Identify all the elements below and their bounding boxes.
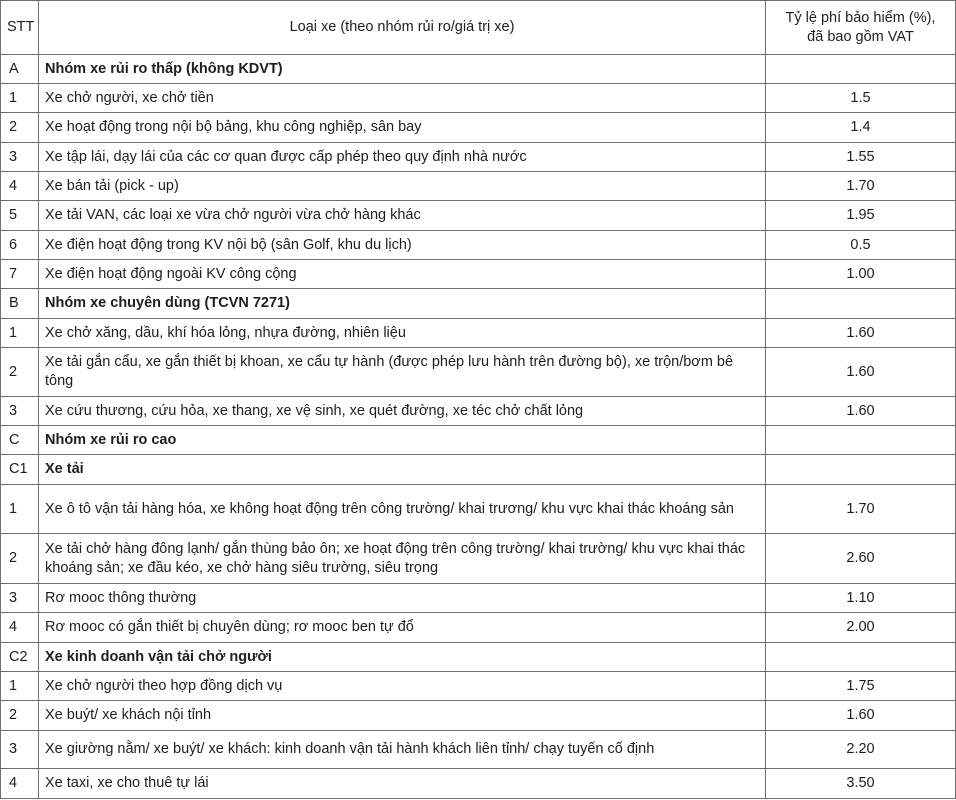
row-vehicle-type: Xe taxi, xe cho thuê tự lái — [39, 769, 766, 799]
table-row — [1, 172, 956, 201]
row-premium-rate: 1.60 — [766, 701, 956, 731]
row-vehicle-type: Xe chở xăng, dầu, khí hóa lỏng, nhựa đường, nhiên liệu — [39, 319, 766, 348]
table-row — [1, 84, 956, 113]
table-row — [1, 613, 956, 643]
row-premium-rate: 1.00 — [766, 260, 956, 289]
row-vehicle-type: Xe tải — [39, 455, 766, 485]
row-stt: 6 — [1, 231, 39, 260]
row-stt: B — [1, 289, 39, 319]
row-stt: 1 — [1, 672, 39, 701]
table-row — [1, 348, 956, 397]
row-stt: 2 — [1, 701, 39, 731]
row-vehicle-type: Xe bán tải (pick - up) — [39, 172, 766, 201]
row-stt: 3 — [1, 143, 39, 172]
table-row — [1, 485, 956, 534]
row-premium-rate — [766, 426, 956, 455]
row-premium-rate: 2.60 — [766, 534, 956, 584]
row-vehicle-type: Rơ mooc thông thường — [39, 584, 766, 613]
row-vehicle-type: Xe buýt/ xe khách nội tỉnh — [39, 701, 766, 731]
group-row — [1, 455, 956, 485]
row-vehicle-type: Xe chở người, xe chở tiền — [39, 84, 766, 113]
row-premium-rate: 1.55 — [766, 143, 956, 172]
row-stt: C — [1, 426, 39, 455]
header-stt: STT — [1, 1, 39, 55]
header-premium-rate: Tỷ lệ phí bảo hiểm (%), đã bao gồm VAT — [766, 1, 956, 55]
row-stt: 4 — [1, 613, 39, 643]
row-premium-rate: 0.5 — [766, 231, 956, 260]
row-vehicle-type: Xe điện hoạt động trong KV nội bộ (sân Golf, khu du lịch) — [39, 231, 766, 260]
table-row — [1, 260, 956, 289]
table-body — [1, 55, 956, 799]
row-stt: 2 — [1, 534, 39, 584]
row-stt: 2 — [1, 113, 39, 143]
row-premium-rate: 2.00 — [766, 613, 956, 643]
row-vehicle-type: Nhóm xe chuyên dùng (TCVN 7271) — [39, 289, 766, 319]
table-row — [1, 397, 956, 426]
table-row — [1, 731, 956, 769]
table-row — [1, 113, 956, 143]
row-vehicle-type: Xe ô tô vận tải hàng hóa, xe không hoạt động trên công trường/ khai trương/ khu vực khai thác khoáng sản — [39, 485, 766, 534]
row-premium-rate: 2.20 — [766, 731, 956, 769]
row-vehicle-type: Xe tải chở hàng đông lạnh/ gắn thùng bảo ôn; xe hoạt động trên công trường/ khai trường/ khu vực khai thác khoáng sản; xe đầu kéo, xe chở hàng siêu trường, siêu trọng — [39, 534, 766, 584]
group-row — [1, 55, 956, 84]
row-premium-rate: 1.70 — [766, 172, 956, 201]
row-premium-rate: 1.60 — [766, 348, 956, 397]
row-vehicle-type: Xe hoạt động trong nội bộ bảng, khu công nghiệp, sân bay — [39, 113, 766, 143]
row-vehicle-type: Xe giường nằm/ xe buýt/ xe khách: kinh doanh vận tải hành khách liên tỉnh/ chạy tuyến cố định — [39, 731, 766, 769]
row-stt: 1 — [1, 84, 39, 113]
row-premium-rate: 1.10 — [766, 584, 956, 613]
table-row — [1, 701, 956, 731]
header-vehicle-type: Loại xe (theo nhóm rủi ro/giá trị xe) — [39, 1, 766, 55]
row-stt: C2 — [1, 643, 39, 672]
row-premium-rate: 3.50 — [766, 769, 956, 799]
row-premium-rate: 1.60 — [766, 397, 956, 426]
row-stt: 7 — [1, 260, 39, 289]
group-row — [1, 426, 956, 455]
row-vehicle-type: Xe chở người theo hợp đồng dịch vụ — [39, 672, 766, 701]
row-stt: 3 — [1, 397, 39, 426]
row-premium-rate: 1.75 — [766, 672, 956, 701]
table-row — [1, 231, 956, 260]
row-vehicle-type: Xe tải gắn cẩu, xe gắn thiết bị khoan, xe cẩu tự hành (được phép lưu hành trên đường bộ), xe trộn/bơm bê tông — [39, 348, 766, 397]
table-row — [1, 672, 956, 701]
row-stt: 3 — [1, 584, 39, 613]
row-premium-rate — [766, 289, 956, 319]
row-vehicle-type: Xe cứu thương, cứu hỏa, xe thang, xe vệ sinh, xe quét đường, xe téc chở chất lỏng — [39, 397, 766, 426]
table-row — [1, 534, 956, 584]
table-row — [1, 584, 956, 613]
table-row — [1, 769, 956, 799]
table-row — [1, 143, 956, 172]
row-stt: 3 — [1, 731, 39, 769]
row-vehicle-type: Xe điện hoạt động ngoài KV công cộng — [39, 260, 766, 289]
group-row — [1, 643, 956, 672]
row-vehicle-type: Xe tải VAN, các loại xe vừa chở người vừa chở hàng khác — [39, 201, 766, 231]
row-stt: 4 — [1, 172, 39, 201]
row-stt: 1 — [1, 319, 39, 348]
row-vehicle-type: Nhóm xe rủi ro thấp (không KDVT) — [39, 55, 766, 84]
row-premium-rate: 1.60 — [766, 319, 956, 348]
row-stt: A — [1, 55, 39, 84]
table-header-row — [1, 1, 956, 55]
row-premium-rate: 1.95 — [766, 201, 956, 231]
row-premium-rate — [766, 455, 956, 485]
row-vehicle-type: Xe tập lái, dạy lái của các cơ quan được cấp phép theo quy định nhà nước — [39, 143, 766, 172]
row-stt: 2 — [1, 348, 39, 397]
row-premium-rate: 1.4 — [766, 113, 956, 143]
row-premium-rate: 1.70 — [766, 485, 956, 534]
row-stt: C1 — [1, 455, 39, 485]
row-vehicle-type: Xe kinh doanh vận tải chở người — [39, 643, 766, 672]
row-premium-rate — [766, 55, 956, 84]
group-row — [1, 289, 956, 319]
table-row — [1, 201, 956, 231]
row-vehicle-type: Nhóm xe rủi ro cao — [39, 426, 766, 455]
row-stt: 5 — [1, 201, 39, 231]
row-stt: 4 — [1, 769, 39, 799]
row-premium-rate: 1.5 — [766, 84, 956, 113]
table-row — [1, 319, 956, 348]
row-vehicle-type: Rơ mooc có gắn thiết bị chuyên dùng; rơ mooc ben tự đổ — [39, 613, 766, 643]
row-premium-rate — [766, 643, 956, 672]
row-stt: 1 — [1, 485, 39, 534]
